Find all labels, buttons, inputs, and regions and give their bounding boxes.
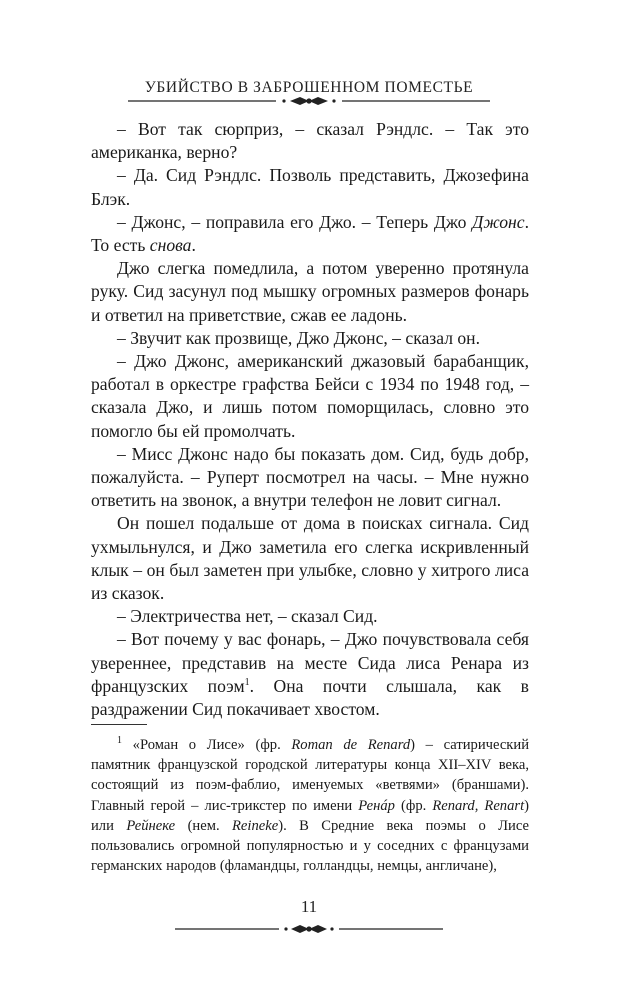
footnote-reference[interactable]: 1 [244,677,250,689]
paragraph: – Джо Джонс, американский джазовый барабанщик, работал в оркестре графства Бейси с 1934 по 1948 год, – сказала Джо, и лишь потом поморщилась, словно это помогло бы ей промолчать. [91,351,529,441]
footnote-text: $^1$ «Роман о Лисе» (фр. Roman de Renard) – сатирический памятник французской городской литературы конца XII–XIV века, состоящий из поэм-фаблио, именуемых «ветвями» (браншами). Главный герой – лис-трикстер по имени Ренáр (фр. Renard, Renart) или Рейнеке (нем. Reineke). В Средние века поэмы о Лисе пользовались огромной популярностью и у соседних с французами германских народов (фламандцы, голландцы, немцы, англичане), [91,735,530,875]
paragraph: – Мисс Джонс надо бы показать дом. Сид, будь добр, пожалуйста. – Руперт посмотрел на часы. – Мне нужно ответить на звонок, а внутри телефон не ловит сигнал. [91,443,529,511]
footnote [91,735,529,876]
page-number: 11 [300,897,318,916]
header-ornament [0,94,618,108]
paragraph: – Вот так сюрприз, – сказал Рэндлс. – Так это американка, верно? [91,119,529,163]
running-header: УБИЙСТВО В ЗАБРОШЕННОМ ПОМЕСТЬЕ [144,79,474,96]
paragraph: – Джонс, – поправила его Джо. – Теперь Джо Джонс. То есть снова. [91,211,529,256]
paragraph: – Электричества нет, – сказал Сид. [117,606,378,627]
footnote-separator [91,724,147,725]
paragraph: – Да. Сид Рэндлс. Позволь представить, Джозефина Блэк. [91,165,529,209]
main-text [91,118,529,721]
paragraph: – Вот почему у вас фонарь, – Джо почувствовала себя увереннее, представив на месте Сида лиса Ренара из французских поэм$^1$. Она почти слышала, как в раздражении Сид покачивает хвостом. [91,629,529,720]
footer-ornament [0,922,618,936]
paragraph: – Звучит как прозвище, Джо Джонс, – сказал он. [117,327,480,348]
footnote-marker: 1 [117,735,122,747]
paragraph: Он пошел подальше от дома в поисках сигнала. Сид ухмыльнулся, и Джо заметила его слегка искривленный клык – он был заметен при улыбке, словно у хитрого лиса из сказок. [91,513,529,604]
paragraph: Джо слегка помедлила, а потом уверенно протянула руку. Сид засунул под мышку огромных размеров фонарь и ответил на приветствие, сжав ее ладонь. [91,258,529,325]
